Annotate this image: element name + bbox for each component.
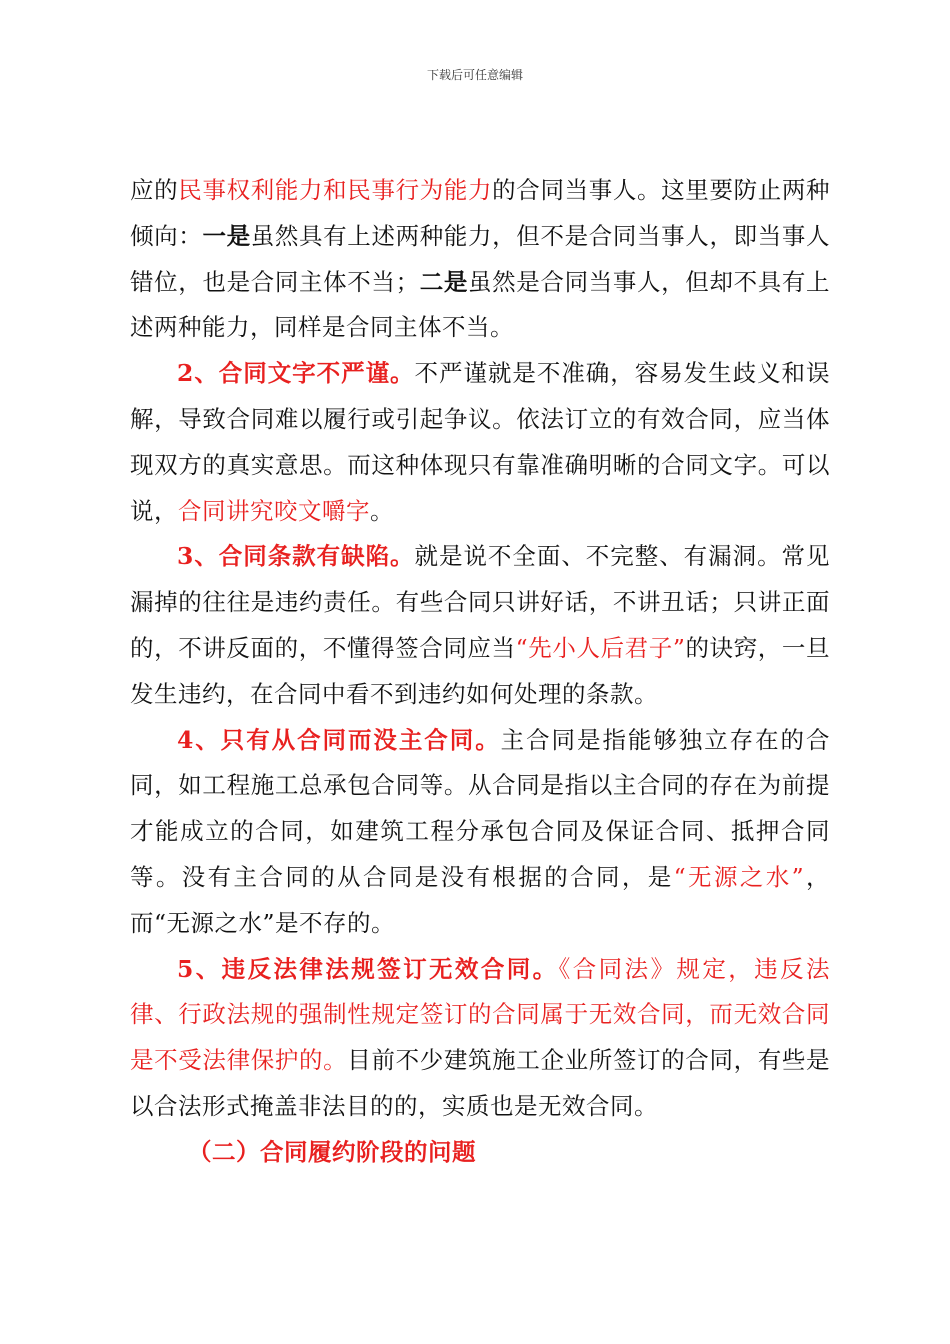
text-run: 的合同当事人。这里要防止两种倾向： — [130, 176, 831, 250]
paragraph-main-contract — [130, 718, 830, 947]
text-run: 合同讲究咬文嚼字 — [178, 496, 370, 525]
text-run: 的诀窍，一旦发生违约，在合同中看不到违约如何处理的条款。 — [130, 633, 831, 708]
text-run: “无源之水” — [673, 862, 805, 891]
page-header: 下载后可任意编辑 — [426, 68, 523, 82]
paragraph-clauses — [130, 534, 830, 717]
text-run: 主合同是指能够独立存在的合同，如工程施工总承包合同等。从合同是指以主合同的存在为前提才能成立的合同，如建筑工程分承包合同及保证合同、抵押合同等。没有主合同的从合同是没有根据的合同，是 — [130, 725, 831, 891]
paragraph-parties — [130, 168, 830, 351]
text-run: 就是说不全面、不完整、有漏洞。常见漏掉的往往是违约责任。有些合同只讲好话，不讲丑话；只讲正面的，不讲反面的，不懂得签合同应当 — [130, 542, 831, 662]
section-heading: （二）合同履约阶段的问题 — [188, 1137, 476, 1166]
text-run: 目前不少建筑施工企业所签订的合同，有些是以合法形式掩盖非法目的的，实质也是无效合同。 — [130, 1046, 831, 1120]
text-run: 不严谨就是不准确，容易发生歧义和误解，导致合同难以履行或引起争议。依法订立的有效合同，应当体现双方的真实意思。而这种体现只有靠准确明晰的合同文字。可以说， — [130, 359, 831, 525]
text-run: 应的 — [130, 176, 179, 204]
paragraph-wording — [130, 351, 830, 534]
text-run: 3、合同条款有缺陷。 — [177, 542, 415, 571]
text-run: ，而“无源之水”是不存的。 — [130, 862, 831, 937]
document-body — [130, 168, 830, 1176]
paragraph-invalid-contract — [130, 947, 830, 1130]
text-run: 虽然具有上述两种能力，但不是合同当事人，即当事人错位，也是合同主体不当； — [130, 221, 831, 296]
text-run: 民事权利能力和民事行为能力 — [178, 176, 493, 204]
text-run: 一是 — [202, 221, 251, 250]
text-run: 2、合同文字不严谨。 — [177, 359, 415, 388]
text-run: 虽然是合同当事人，但却不具有上述两种能力，同样是合同主体不当。 — [130, 267, 831, 342]
text-run: 二是 — [419, 267, 469, 296]
text-run: 《合同法》规定，违反法律、行政法规的强制性规定签订的合同属于无效合同，而无效合同是不受法律保护的。 — [130, 954, 830, 1075]
text-run: 。 — [370, 496, 394, 525]
text-run: “先小人后君子” — [515, 633, 686, 662]
text-run: 5、违反法律法规签订无效合同。 — [177, 954, 559, 983]
text-run: 4、只有从合同而没主合同。 — [177, 725, 501, 754]
